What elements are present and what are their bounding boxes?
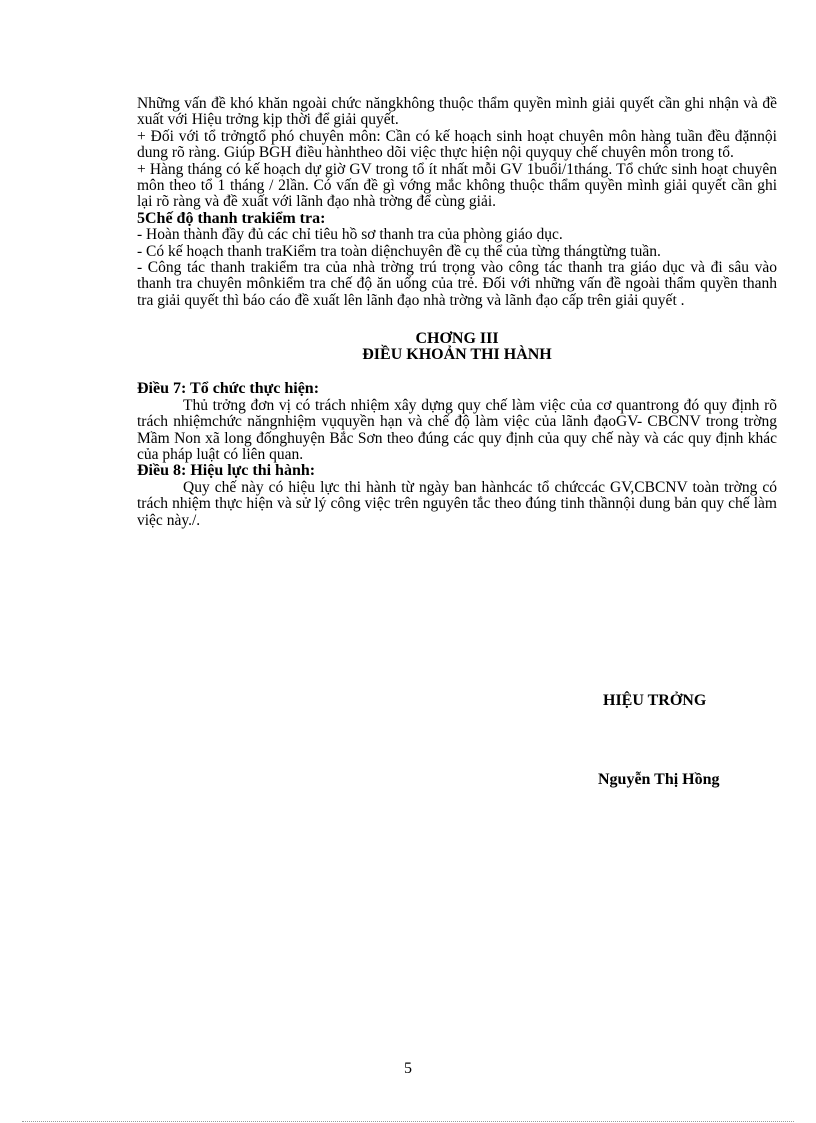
article-8-text: Quy chế này có hiệu lực thi hành từ ngày ban hànhcác tổ chứccác GV,CBCNV toàn trờng có trách nhiệm thực hiện và sử lý công việc trên nguyên tắc theo đúng tinh thầnnội dung bản quy chế làm việc này./. — [137, 478, 777, 529]
article-7-heading: Điều 7: Tổ chức thực hiện: — [137, 380, 320, 398]
signature-name: Nguyễn Thị Hồng — [598, 771, 720, 788]
paragraph-monthly-plan: + Hàng tháng có kế hoạch dự giờ GV trong tổ ít nhất mỗi GV 1buổi/1tháng. Tổ chức sinh hoạt chuyên môn theo tổ 1 tháng / 2lần. Có vấn đề gì vớng mắc không thuộc thẩm quyền mình giải quyết cần ghi lại rõ ràng và đề xuất với lãnh đạo nhà trờng để cùng giải. — [137, 160, 777, 211]
paragraph-difficulties: Những vấn đề khó khăn ngoài chức năngkhông thuộc thẩm quyền mình giải quyết cần ghi nhận và đề xuất với Hiệu trởng kịp thời để giải quyết. — [137, 95, 777, 129]
page-number: 5 — [404, 1060, 412, 1077]
chapter-number: CHƠNG III — [415, 330, 499, 348]
article-8-heading: Điều 8: Hiệu lực thi hành: — [137, 462, 316, 480]
signature-title: HIỆU TRỞNG — [603, 692, 707, 709]
chapter-header — [137, 331, 777, 363]
article-7-text: Thủ trởng đơn vị có trách nhiệm xây dựng quy chế làm việc của cơ quantrong đó quy định rõ trách nhiệmchức năngnhiệm vụquyền hạn và chế độ làm việc của lãnh đạoGV- CBCNV trong trờng Mầm Non xã long đốnghuyện Bắc Sơn theo đúng các quy định của quy chế này và các quy định khác của pháp luật có liên quan. — [137, 396, 777, 463]
chapter-title: ĐIỀU KHOẢN THI HÀNH — [362, 346, 552, 364]
section-5-item: - Hoàn thành đầy đủ các chỉ tiêu hồ sơ thanh tra của phòng giáo dục. — [137, 226, 563, 244]
page-bottom-divider — [22, 1121, 794, 1122]
document-body — [137, 96, 777, 529]
paragraph-team-leaders: + Đối với tổ trởngtổ phó chuyên môn: Cần có kế hoạch sinh hoạt chuyên môn hàng tuần đều đặnnội dung rõ ràng. Giúp BGH điều hànhtheo dõi việc thực hiện nội quyquy chế chuyên môn trong tổ. — [137, 127, 777, 162]
section-5-item: - Có kế hoạch thanh traKiểm tra toàn diệnchuyên đề cụ thể của từng thángtừng tuần. — [137, 242, 661, 260]
section-5-item: - Công tác thanh trakiểm tra của nhà trờng trú trọng vào công tác thanh tra giáo dục và đi sâu vào thanh tra chuyên mônkiểm tra chế độ ăn uống của trẻ. Đối với những vấn đề ngoài thẩm quyền thanh tra giải quyết thì báo cáo đề xuất lên lãnh đạo nhà trờng và lãnh đạo cấp trên giải quyết . — [137, 259, 777, 309]
section-5-heading: 5Chế độ thanh trakiểm tra: — [137, 209, 326, 227]
